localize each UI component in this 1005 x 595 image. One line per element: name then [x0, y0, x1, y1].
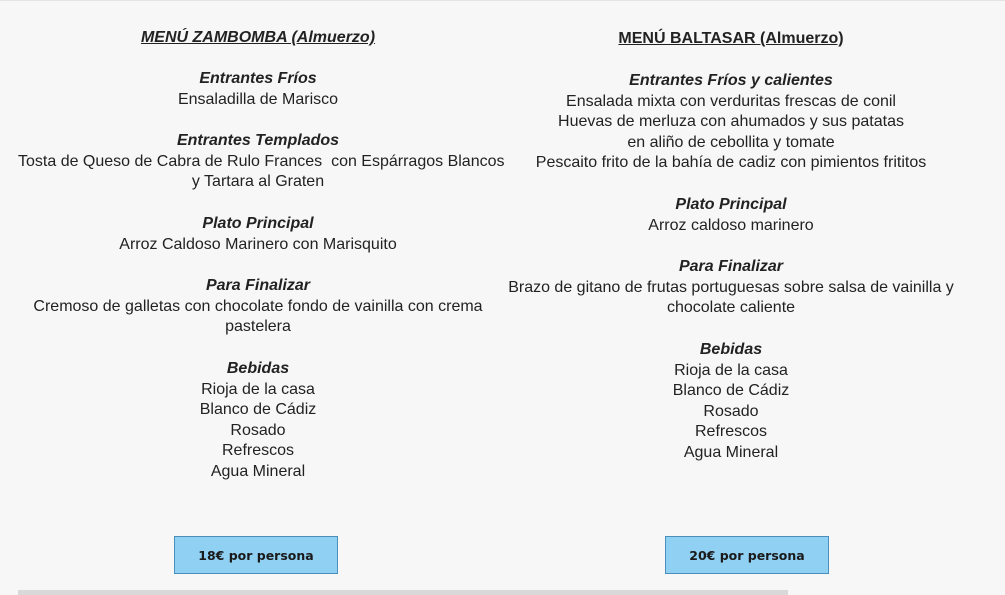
- menu-section: [18, 214, 498, 255]
- menu-item: Brazo de gitano de frutas portuguesas sobre salsa de vainilla y: [508, 278, 954, 296]
- menu-item: Tosta de Queso de Cabra de Rulo Frances con Espárragos Blancos: [18, 152, 505, 170]
- price-button-baltasar[interactable]: 20€ por persona: [665, 536, 829, 574]
- section-heading: Entrantes Fríos y calientes: [629, 72, 833, 89]
- menu-item: en aliño de cebollita y tomate: [627, 133, 835, 151]
- menu-item: Pescaito frito de la bahía de cadiz con pimientos frititos: [535, 154, 927, 172]
- menu-item: Agua Mineral: [683, 443, 779, 461]
- menu-section: [506, 257, 956, 319]
- section-heading: Entrantes Templados: [176, 132, 340, 150]
- menu-item: Cremoso de galletas con chocolate fondo de vainilla con crema: [33, 297, 483, 315]
- section-heading: Entrantes Fríos: [199, 70, 317, 87]
- menu-item: Rioja de la casa: [674, 361, 788, 379]
- menu-item: Refrescos: [221, 442, 295, 460]
- menu-item: Rosado: [230, 421, 286, 439]
- menu-section: [18, 69, 498, 110]
- section-heading: Plato Principal: [202, 214, 314, 232]
- menu-item: y Tartara al Graten: [191, 173, 325, 191]
- menu-item: Blanco de Cádiz: [672, 382, 790, 400]
- menu-zambomba: [18, 1, 505, 483]
- menu-item: Rioja de la casa: [201, 380, 315, 398]
- menu-section: [18, 276, 498, 338]
- menu-section: [18, 131, 505, 193]
- menu-section: [506, 195, 956, 236]
- menu-title: MENÚ BALTASAR (Almuerzo): [618, 30, 844, 47]
- menu-section: [506, 340, 956, 464]
- section-heading: Para Finalizar: [205, 277, 311, 295]
- menu-title: MENÚ ZAMBOMBA (Almuerzo): [140, 29, 376, 46]
- menu-section: [506, 71, 956, 174]
- menu-item: Rosado: [703, 402, 759, 420]
- menu-item: Blanco de Cádiz: [199, 401, 317, 419]
- menu-item: pastelera: [225, 318, 291, 336]
- section-heading: Bebidas: [699, 340, 763, 358]
- horizontal-scrollbar[interactable]: [18, 590, 788, 595]
- menu-item: Arroz caldoso marinero: [648, 216, 814, 234]
- menu-item: Ensalada mixta con verduritas frescas de conil: [566, 92, 896, 110]
- menu-item: Ensaladilla de Marisco: [177, 90, 339, 108]
- menu-item: Refrescos: [694, 423, 768, 441]
- menu-item: chocolate caliente: [666, 299, 796, 317]
- section-heading: Para Finalizar: [678, 258, 784, 276]
- section-heading: Plato Principal: [675, 195, 787, 213]
- section-heading: Bebidas: [226, 359, 290, 377]
- menu-baltasar: [506, 1, 956, 464]
- menu-item: Huevas de merluza con ahumados y sus patatas: [558, 113, 904, 131]
- menu-item: Agua Mineral: [210, 462, 306, 480]
- menu-item: Arroz Caldoso Marinero con Marisquito: [119, 235, 397, 253]
- price-button-zambomba[interactable]: 18€ por persona: [174, 536, 338, 574]
- menu-section: [18, 359, 498, 483]
